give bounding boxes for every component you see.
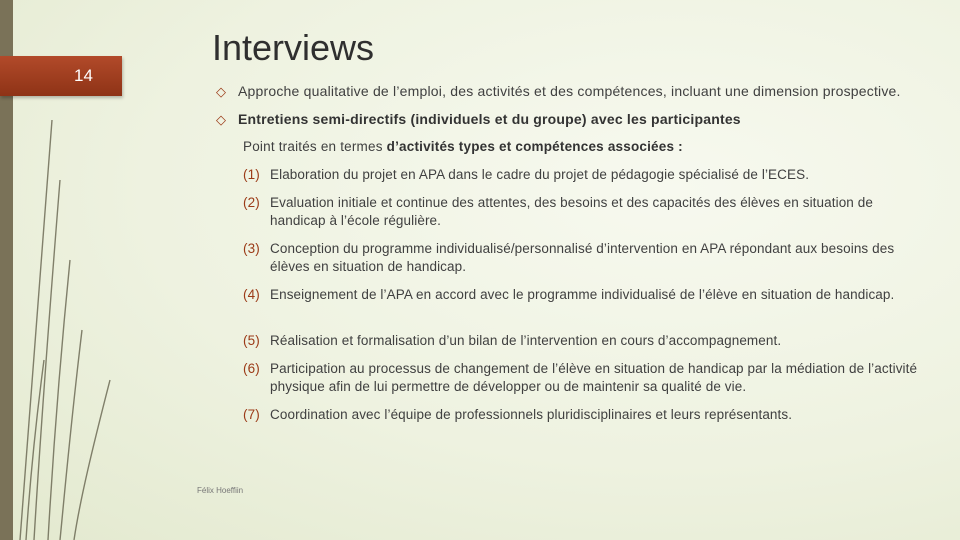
bullet-text: Approche qualitative de l’emploi, des activités et des compétences, incluant une dimension prospective.: [238, 83, 901, 99]
list-item-text: Elaboration du projet en APA dans le cadre du projet de pédagogie spécialisé de l’ECES.: [270, 167, 810, 182]
section-intro-bold: d’activités types et compétences associées :: [386, 139, 683, 154]
list-item-number: (2): [243, 195, 260, 210]
bullet-text: Entretiens semi-directifs (individuels et du groupe) avec les participantes: [238, 111, 741, 127]
section-intro-prefix: Point traités en termes: [243, 139, 387, 154]
list-item-text: Evaluation initiale et continue des attentes, des besoins et des capacités des élèves en situation de handicap à l’école régulière.: [270, 195, 873, 228]
list-item: [243, 166, 923, 184]
list-item-number: (3): [243, 241, 260, 256]
slide-footer-author: Félix Hoeffiin: [197, 486, 244, 495]
diamond-outline-icon: ◇: [216, 84, 227, 99]
list-item: [243, 194, 923, 230]
list-item-text: Réalisation et formalisation d’un bilan de l’intervention en cours d’accompagnement.: [270, 333, 782, 348]
list-item-number: (5): [243, 333, 260, 348]
list-item: [243, 286, 923, 304]
list-item-text: Enseignement de l’APA en accord avec le programme individualisé de l’élève en situation de handicap.: [270, 287, 895, 302]
list-item-text: Participation au processus de changement de l’élève en situation de handicap par la médiation de l’activité physique afin de lui permettre de développer ou de maintenir sa qualité de vie.: [270, 361, 918, 394]
slide-number-tab: [0, 56, 122, 96]
list-item-number: (4): [243, 287, 260, 302]
list-item: [243, 240, 923, 276]
list-item-text: Coordination avec l’équipe de professionnels pluridisciplinaires et leurs représentants.: [270, 407, 793, 422]
list-item-number: (6): [243, 361, 260, 376]
list-item: [243, 406, 923, 424]
list-item-text: Conception du programme individualisé/personnalisé d’intervention en APA répondant aux besoins des élèves en situation de handicap.: [270, 241, 895, 274]
list-item-number: (1): [243, 167, 260, 182]
list-item: [243, 360, 923, 396]
slide-number: 14: [74, 66, 93, 85]
list-item: [243, 332, 923, 350]
diamond-outline-icon: ◇: [216, 112, 227, 127]
section-intro: [243, 139, 683, 154]
list-item-number: (7): [243, 407, 260, 422]
slide-title: Interviews: [212, 27, 375, 68]
